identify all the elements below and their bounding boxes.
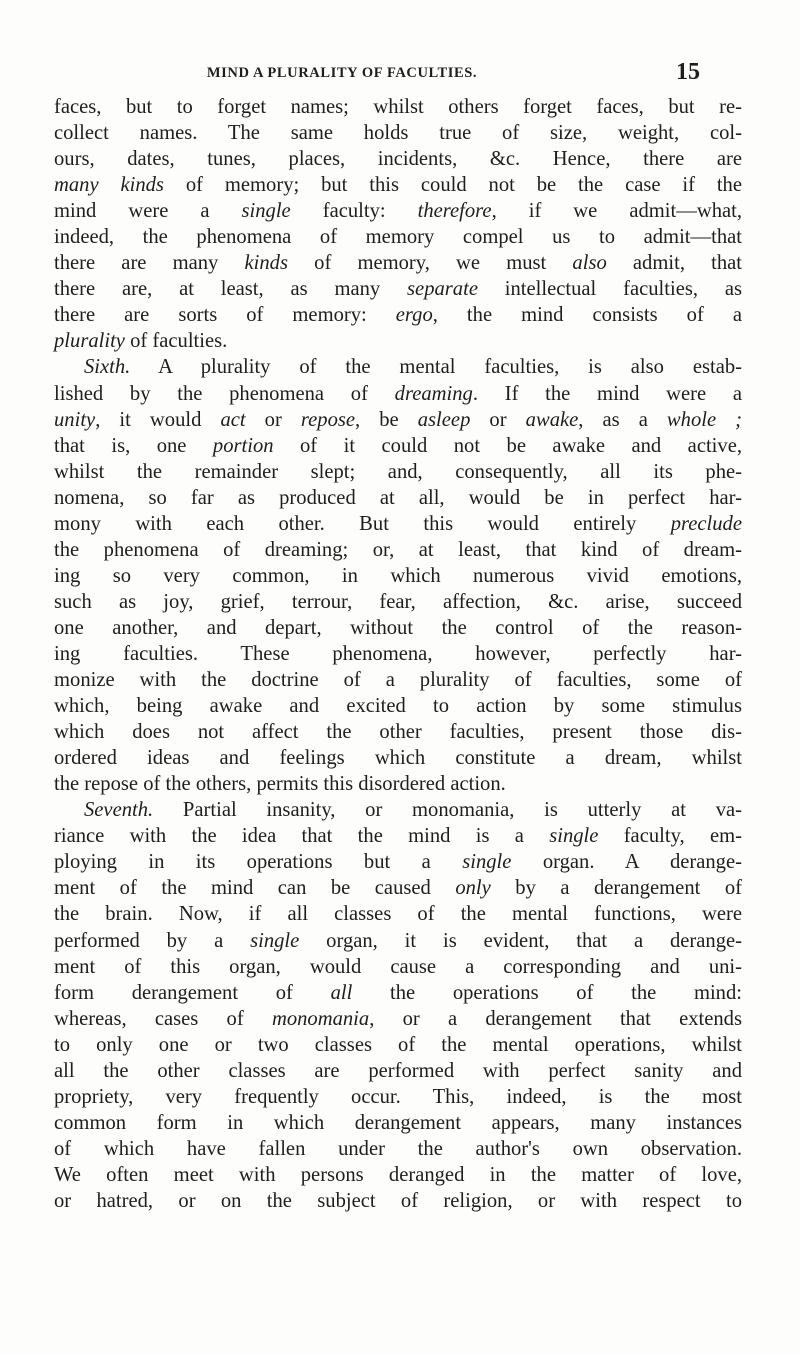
emphasis: preclude	[670, 512, 742, 535]
text-line: one another, and depart, without the control of the reason-	[54, 616, 742, 639]
body-text	[54, 94, 742, 1214]
emphasis: Seventh.	[84, 799, 154, 822]
emphasis: act	[220, 408, 246, 431]
text-line: whereas, cases of monomania, or a derangement that extends	[54, 1007, 742, 1030]
text-line: to only one or two classes of the mental operations, whilst	[54, 1033, 742, 1056]
emphasis: repose	[300, 408, 356, 431]
text-line: ours, dates, tunes, places, incidents, &c. Hence, there are	[54, 148, 742, 171]
emphasis: awake	[525, 408, 579, 431]
text-line: propriety, very frequently occur. This, indeed, is the most	[54, 1085, 742, 1108]
text-line: of which have fallen under the author's own observation.	[54, 1137, 742, 1160]
emphasis: therefore	[417, 200, 492, 223]
text-line: ment of this organ, would cause a corresponding and uni-	[54, 955, 742, 978]
text-line: We often meet with persons deranged in the matter of love,	[54, 1163, 742, 1186]
text-line: unity, it would act or repose, be asleep or awake, as a whole ;	[54, 408, 743, 431]
emphasis: asleep	[417, 408, 471, 431]
text-line: riance with the idea that the mind is a single faculty, em-	[54, 825, 742, 848]
emphasis: also	[572, 252, 607, 275]
emphasis: plurality	[54, 330, 125, 353]
emphasis: ergo	[395, 304, 433, 327]
text-line: performed by a single organ, it is evident, that a derange-	[54, 929, 742, 952]
emphasis: Sixth.	[84, 356, 131, 379]
text-line: mony with each other. But this would entirely preclude	[54, 512, 742, 535]
page-number: 15	[676, 59, 700, 85]
emphasis: single	[549, 825, 599, 848]
text-line: mind were a single faculty: therefore, if we admit—what,	[54, 200, 742, 223]
text-line: all the other classes are performed with perfect sanity and	[54, 1059, 742, 1082]
text-line: plurality of faculties.	[54, 330, 228, 353]
emphasis: separate	[407, 278, 478, 301]
text-line: which does not affect the other faculties, present those dis-	[54, 721, 742, 744]
text-line: such as joy, grief, terrour, fear, affection, &c. arise, succeed	[54, 590, 742, 613]
emphasis: monomania	[271, 1007, 370, 1030]
text-line: there are sorts of memory: ergo, the mind consists of a	[54, 304, 742, 327]
text-line: the brain. Now, if all classes of the mental functions, were	[54, 903, 742, 926]
text-line: nomena, so far as produced at all, would be in perfect har-	[54, 486, 742, 509]
text-line: there are, at least, as many separate intellectual faculties, as	[54, 278, 742, 301]
emphasis: whole ;	[666, 408, 743, 431]
emphasis: single	[462, 851, 512, 874]
text-line: monize with the doctrine of a plurality of faculties, some of	[54, 669, 742, 692]
page-header	[112, 58, 800, 88]
text-line: the repose of the others, permits this disordered action.	[54, 773, 506, 796]
text-line: ing faculties. These phenomena, however, perfectly har-	[54, 642, 742, 665]
text-line: ploying in its operations but a single organ. A derange-	[54, 851, 742, 874]
text-line: Sixth. A plurality of the mental faculties, is also estab-	[84, 356, 742, 379]
text-line: form derangement of all the operations of the mind:	[54, 981, 742, 1004]
text-line: indeed, the phenomena of memory compel us to admit—that	[54, 226, 742, 249]
emphasis: single	[241, 200, 291, 223]
emphasis: all	[330, 981, 353, 1004]
emphasis: portion	[212, 434, 274, 457]
emphasis: many kinds	[54, 174, 164, 197]
text-line: ment of the mind can be caused only by a derangement of	[54, 877, 742, 900]
text-line: many kinds of memory; but this could not be the case if the	[54, 174, 742, 197]
text-line: there are many kinds of memory, we must also admit, that	[54, 252, 742, 275]
emphasis: dreaming	[394, 382, 473, 405]
text-line: or hatred, or on the subject of religion, or with respect to	[54, 1189, 742, 1212]
emphasis: kinds	[244, 252, 288, 275]
text-line: lished by the phenomena of dreaming. If the mind were a	[54, 382, 742, 405]
text-line: whilst the remainder slept; and, consequently, all its phe-	[54, 460, 742, 483]
text-line: collect names. The same holds true of size, weight, col-	[54, 122, 742, 145]
emphasis: only	[455, 877, 491, 900]
text-line: the phenomena of dreaming; or, at least, that kind of dream-	[54, 538, 742, 561]
text-line: ing so very common, in which numerous vivid emotions,	[54, 564, 742, 587]
text-line: common form in which derangement appears, many instances	[54, 1111, 742, 1134]
text-line: ordered ideas and feelings which constitute a dream, whilst	[54, 747, 742, 770]
text-line: which, being awake and excited to action by some stimulus	[54, 695, 742, 718]
emphasis: single	[250, 929, 300, 952]
text-line: faces, but to forget names; whilst others forget faces, but re-	[54, 96, 742, 118]
running-head: MIND A PLURALITY OF FACULTIES.	[206, 65, 478, 81]
text-line: Seventh. Partial insanity, or monomania, is utterly at va-	[84, 799, 742, 822]
text-line: that is, one portion of it could not be awake and active,	[54, 434, 742, 457]
emphasis: unity	[54, 408, 96, 431]
